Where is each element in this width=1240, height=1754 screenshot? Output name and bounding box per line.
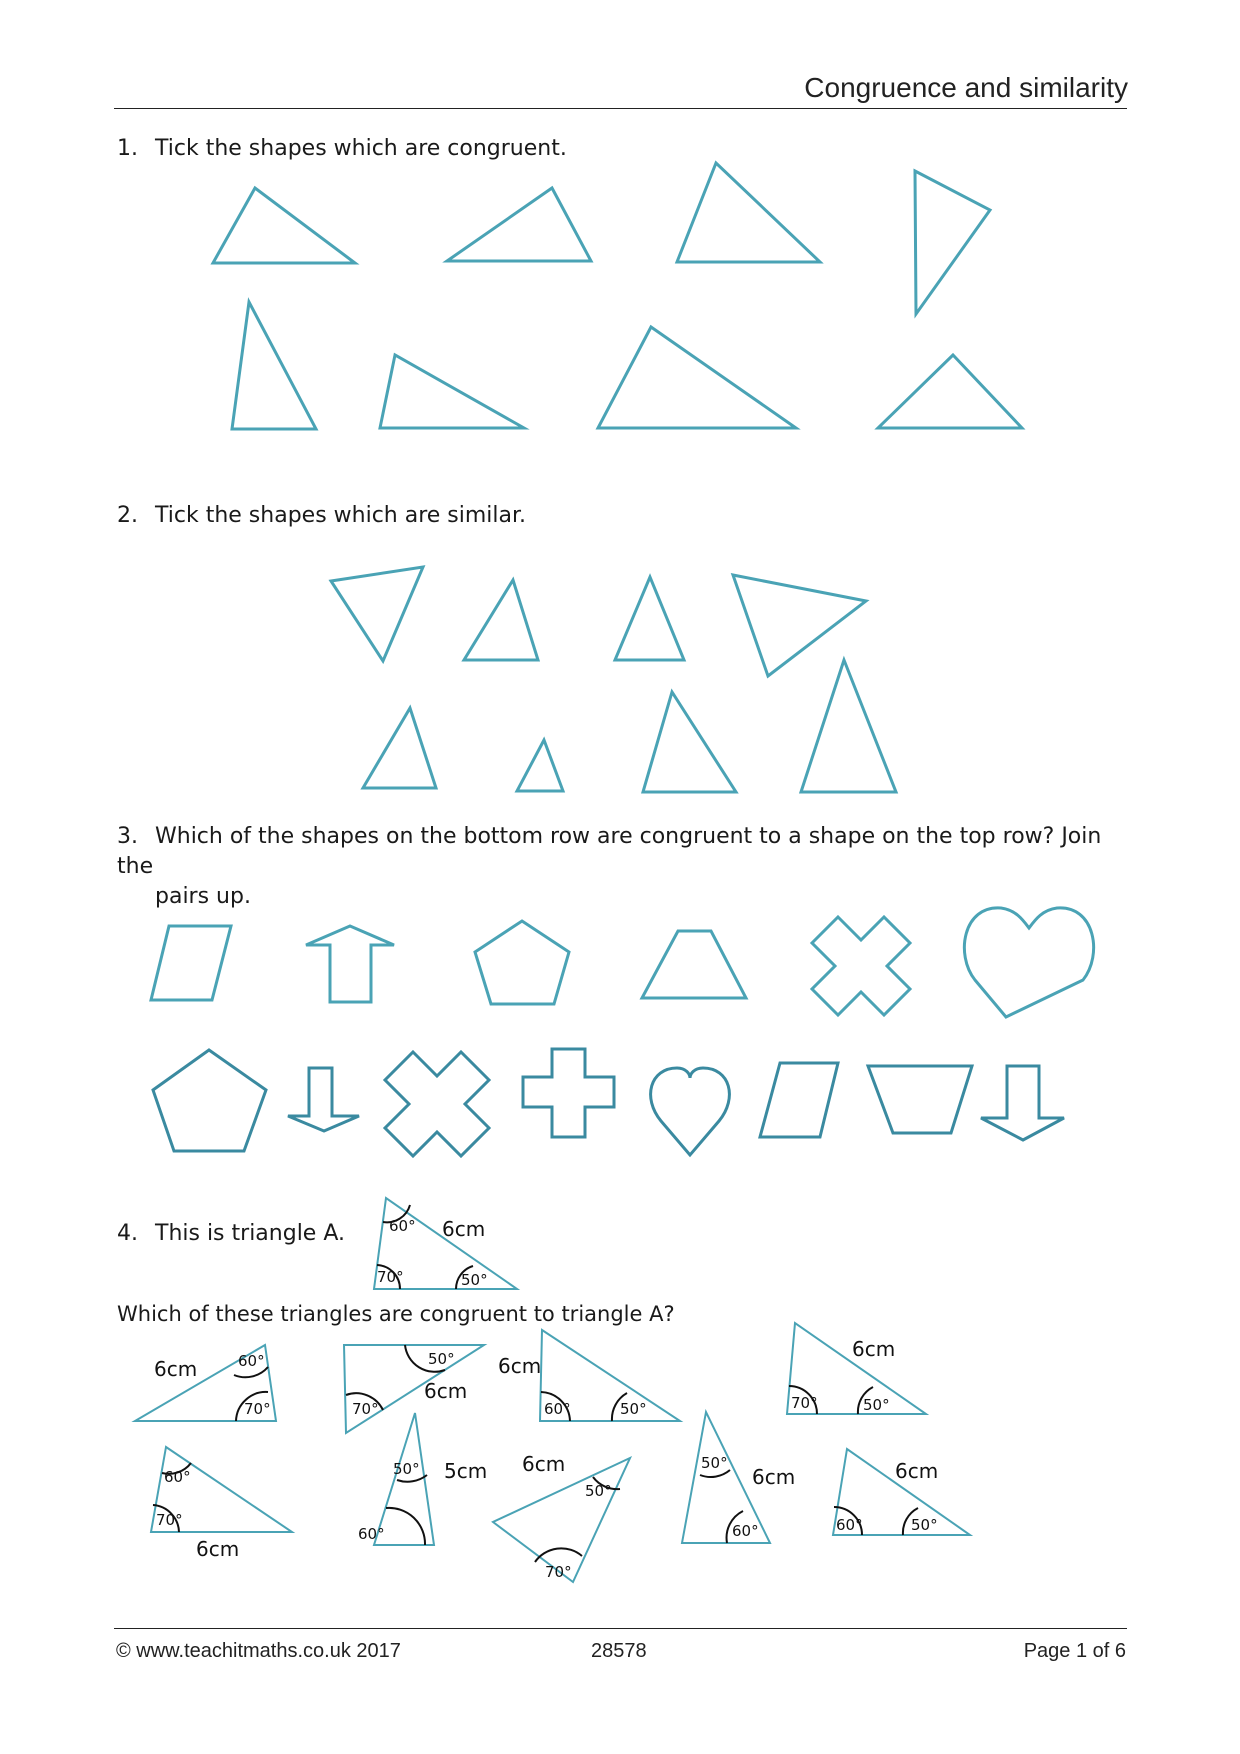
q4-option-7-side: 6cm — [522, 1452, 566, 1476]
triangle-a-side: 6cm — [442, 1217, 486, 1241]
footer-page-number: Page 1 of 6 — [1023, 1640, 1126, 1662]
q1-triangle-2[interactable] — [447, 188, 591, 261]
question-3-text-cont: pairs up. — [155, 884, 251, 909]
question-1-number: 1. — [117, 136, 138, 161]
q1-triangle-6[interactable] — [380, 355, 524, 428]
q4-option-5-angle-1: 60° — [164, 1468, 191, 1486]
q4-option-7[interactable] — [493, 1452, 630, 1582]
q4-option-9[interactable] — [833, 1449, 970, 1535]
q4-option-2-angle-1: 50° — [428, 1350, 455, 1368]
q4-option-2-side: 6cm — [424, 1379, 468, 1403]
q4-option-5[interactable] — [151, 1447, 292, 1561]
q1-triangle-8[interactable] — [878, 355, 1022, 428]
q2-triangle-6[interactable] — [517, 740, 563, 791]
q2-triangle-4[interactable] — [733, 575, 866, 676]
q4-option-1-side: 6cm — [154, 1357, 198, 1381]
q4-option-2-angle-2: 70° — [352, 1400, 379, 1418]
q2-triangle-1[interactable] — [331, 567, 423, 661]
q4-option-3[interactable] — [498, 1330, 680, 1421]
triangle-a-angle-top: 60° — [389, 1217, 416, 1235]
q4-option-6-side: 5cm — [444, 1459, 488, 1483]
question-4-text: This is triangle A. — [155, 1221, 345, 1246]
q3-top-row — [151, 908, 1094, 1017]
q3-top-parallelogram[interactable] — [151, 926, 231, 1000]
question-3-text: Which of the shapes on the bottom row are congruent to a shape on the top row? Join the — [117, 824, 1102, 879]
q3-top-cross-x[interactable] — [812, 917, 910, 1015]
q4-option-3-angle-1: 60° — [544, 1400, 571, 1418]
q2-triangle-3[interactable] — [615, 577, 684, 660]
q4-option-9-angle-1: 60° — [836, 1516, 863, 1534]
q4-option-1[interactable] — [135, 1345, 276, 1421]
q2-triangle-8[interactable] — [801, 660, 896, 792]
q4-option-4[interactable] — [787, 1323, 926, 1414]
q2-triangle-2[interactable] — [464, 580, 538, 660]
q3-bottom-down-arrow-2[interactable] — [981, 1066, 1064, 1140]
q4-option-8[interactable] — [682, 1412, 795, 1543]
q2-triangle-5[interactable] — [363, 708, 436, 788]
q4-options — [135, 1323, 970, 1582]
q3-bottom-down-arrow[interactable] — [288, 1068, 359, 1131]
q4-option-9-side: 6cm — [895, 1459, 939, 1483]
q1-triangle-4[interactable] — [915, 171, 990, 314]
q4-option-8-angle-1: 50° — [701, 1454, 728, 1472]
q1-triangle-5[interactable] — [232, 302, 316, 429]
q4-option-6-angle-2: 60° — [358, 1525, 385, 1543]
q4-option-7-angle-2: 70° — [545, 1563, 572, 1581]
footer-rule — [114, 1628, 1127, 1629]
q3-bottom-pentagon[interactable] — [153, 1050, 266, 1151]
footer-code: 28578 — [591, 1640, 647, 1662]
q4-option-9-angle-2: 50° — [911, 1516, 938, 1534]
page-title: Congruence and similarity — [804, 72, 1128, 103]
q3-top-up-arrow[interactable] — [306, 926, 394, 1002]
q1-triangle-7[interactable] — [598, 327, 796, 428]
question-4-number: 4. — [117, 1221, 138, 1246]
q4-option-4-side: 6cm — [852, 1337, 896, 1361]
q4-option-7-angle-1: 50° — [585, 1482, 612, 1500]
q3-top-trapezium[interactable] — [642, 931, 746, 998]
q4-option-8-side: 6cm — [752, 1465, 796, 1489]
q4-option-6-arc-2 — [386, 1508, 425, 1545]
q3-bottom-parallelogram[interactable] — [760, 1063, 838, 1137]
q4-option-5-side: 6cm — [196, 1537, 240, 1561]
q1-triangle-3[interactable] — [677, 163, 820, 262]
q4-option-6-angle-1: 50° — [393, 1460, 420, 1478]
q4-option-3-side: 6cm — [498, 1354, 542, 1378]
q1-shapes — [213, 163, 1022, 429]
q3-bottom-plus[interactable] — [523, 1049, 614, 1137]
question-3-number: 3. — [117, 824, 138, 849]
q4-option-6[interactable] — [358, 1413, 487, 1545]
triangle-a — [374, 1198, 517, 1289]
q2-triangle-7[interactable] — [643, 692, 736, 792]
q4-option-1-angle-2: 70° — [244, 1400, 271, 1418]
q3-bottom-row — [153, 1049, 1064, 1156]
q2-shapes — [331, 567, 896, 792]
q3-bottom-heart[interactable] — [651, 1068, 730, 1155]
question-2-number: 2. — [117, 503, 138, 528]
q3-bottom-cross-x[interactable] — [385, 1052, 489, 1156]
question-1-text: Tick the shapes which are congruent. — [155, 136, 567, 161]
q4-option-1-angle-1: 60° — [238, 1352, 265, 1370]
q1-triangle-1[interactable] — [213, 188, 355, 263]
question-4-subquestion: Which of these triangles are congruent to triangle A? — [117, 1302, 675, 1326]
triangle-a-angle-left: 70° — [377, 1268, 404, 1286]
q4-option-3-angle-2: 50° — [620, 1400, 647, 1418]
footer-copyright: © www.teachitmaths.co.uk 2017 — [116, 1640, 401, 1662]
q4-option-4-angle-2: 50° — [863, 1396, 890, 1414]
q4-option-2[interactable] — [344, 1345, 484, 1433]
question-2-text: Tick the shapes which are similar. — [155, 503, 527, 528]
q3-bottom-trapezium[interactable] — [868, 1066, 972, 1133]
q4-option-5-angle-2: 70° — [156, 1511, 183, 1529]
q4-option-4-angle-1: 70° — [791, 1394, 818, 1412]
q3-top-pentagon[interactable] — [475, 921, 569, 1004]
triangle-a-angle-right: 50° — [461, 1271, 488, 1289]
q3-top-heart[interactable] — [964, 908, 1093, 1017]
q4-option-8-angle-2: 60° — [732, 1522, 759, 1540]
